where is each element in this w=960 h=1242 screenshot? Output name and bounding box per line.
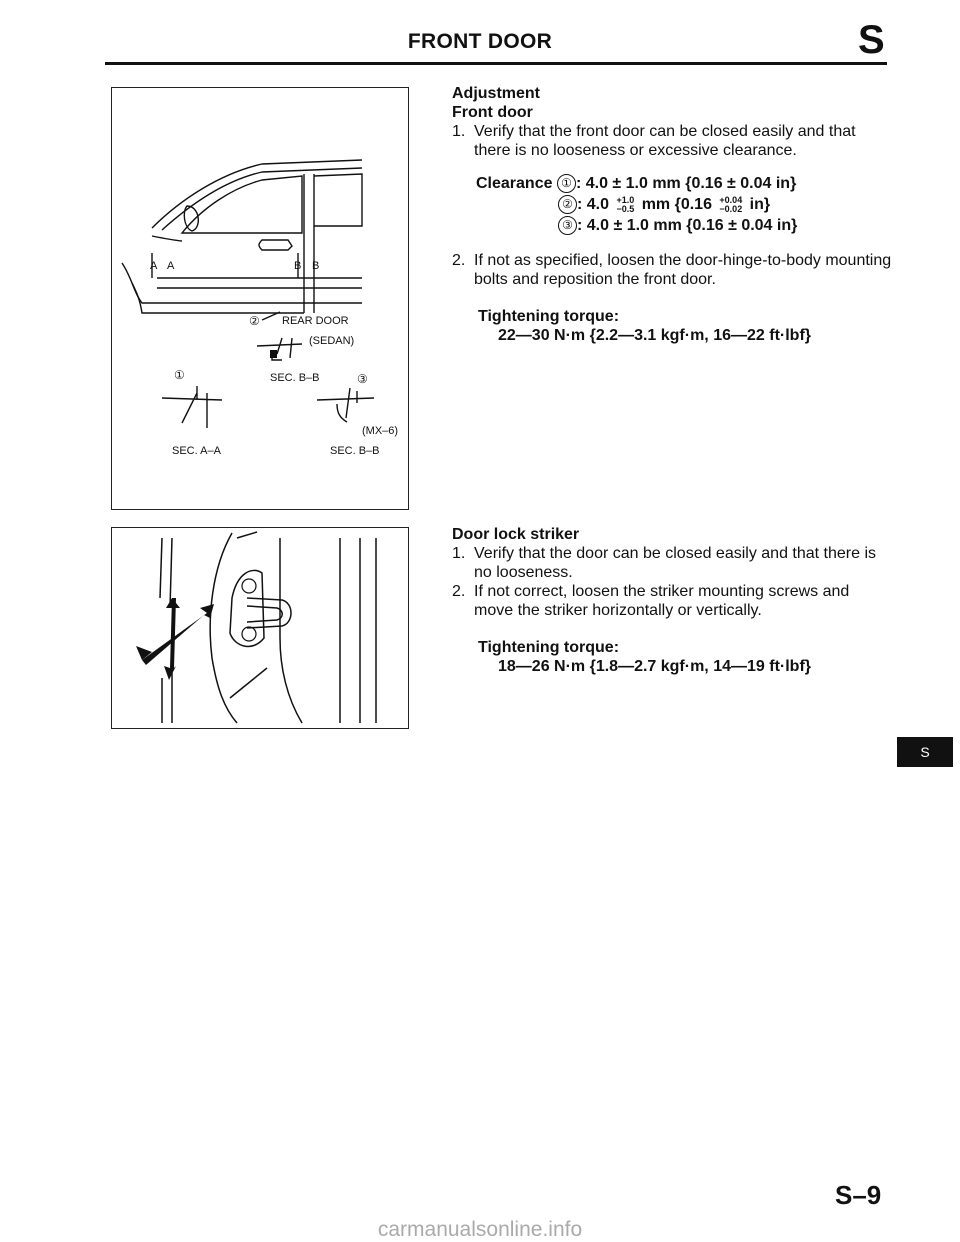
door-body xyxy=(152,236,182,241)
label-rear-door: REAR DOOR xyxy=(282,315,349,327)
striker-step-1 xyxy=(452,544,892,582)
tol-lower: −0.5 xyxy=(616,203,635,214)
tol-upper-in: +0.04 xyxy=(719,194,743,205)
section-letter: S xyxy=(858,18,885,62)
label-sec-bb-top: SEC. B–B xyxy=(270,372,320,384)
step-number: 2. xyxy=(452,252,466,269)
window-frame-rear xyxy=(314,174,362,226)
tol-upper: +1.0 xyxy=(616,194,635,205)
adjust-arrows-icon xyxy=(136,598,214,680)
label-a-right: A xyxy=(167,260,175,272)
door-edge-line-2 xyxy=(170,538,172,608)
page-title: FRONT DOOR xyxy=(407,30,553,53)
tol-lower-in: −0.02 xyxy=(719,203,743,214)
watermark: carmanualsonline.info xyxy=(377,1218,583,1241)
torque-label: Tightening torque: xyxy=(478,308,620,325)
top-tick xyxy=(237,532,257,538)
roof-line xyxy=(152,160,362,228)
clearance-value-1: : 4.0 ± 1.0 mm {0.16 ± 0.04 in} xyxy=(575,175,797,192)
sec-bb-sedan-shape xyxy=(257,338,302,360)
label-a-left: A xyxy=(150,260,158,272)
adjustment-torque xyxy=(452,307,892,345)
door-clearance-figure xyxy=(111,87,409,510)
striker-drawing xyxy=(112,528,408,728)
front-door-subheading: Front door xyxy=(452,104,533,121)
page-number: S–9 xyxy=(835,1180,882,1210)
clearance-tolerance-mm xyxy=(616,196,634,214)
striker-plate xyxy=(230,570,264,646)
clearance-row-2 xyxy=(476,194,797,215)
callout-1: ① xyxy=(174,368,185,382)
step-text: If not correct, loosen the striker mounting screws and move the striker horizontally or vertically. xyxy=(474,583,850,619)
striker-torque xyxy=(452,638,892,676)
clearance-row-1 xyxy=(476,173,797,194)
fender xyxy=(122,263,362,303)
adjustment-section xyxy=(452,84,892,160)
door-edge-line xyxy=(160,538,162,598)
step-text: If not as specified, loosen the door-hinge-to-body mounting bolts and reposition the front door. xyxy=(474,252,892,288)
label-sec-aa: SEC. A–A xyxy=(172,445,221,457)
callout-2: ② xyxy=(249,314,260,328)
clearance-value-2b: mm {0.16 xyxy=(641,196,712,213)
torque-value: 22—30 N·m {2.2—3.1 kgf·m, 16—22 ft·lbf} xyxy=(498,327,811,344)
body-curve-2 xyxy=(280,538,302,723)
label-sec-bb-bottom: SEC. B–B xyxy=(330,445,380,457)
leader-line xyxy=(230,668,267,698)
section-tab[interactable]: S xyxy=(897,737,953,767)
label-b-right: B xyxy=(312,260,320,272)
clearance-mark-3: ③ xyxy=(558,216,577,235)
striker-loop xyxy=(247,598,291,628)
hinge-block xyxy=(270,350,277,358)
window-frame xyxy=(182,176,302,233)
screw-lower-icon xyxy=(242,627,256,641)
adjustment-step-2-block xyxy=(452,251,892,345)
step-number: 1. xyxy=(452,123,466,140)
step-number: 1. xyxy=(452,545,466,562)
label-mx6: (MX–6) xyxy=(362,425,399,437)
header-rule xyxy=(105,62,887,65)
striker-figure xyxy=(111,527,409,729)
adjustment-heading: Adjustment xyxy=(452,85,540,102)
clearance-spec xyxy=(476,173,797,236)
callout-3: ③ xyxy=(357,372,368,386)
label-b-left: B xyxy=(294,260,302,272)
sec-aa-shape xyxy=(162,386,222,428)
striker-step-2 xyxy=(452,582,892,620)
sec-bb-mx6-shape xyxy=(317,388,374,422)
door-handle xyxy=(259,240,292,250)
roof-line-inner xyxy=(162,168,362,230)
clearance-label: Clearance xyxy=(476,175,553,192)
striker-loop-inner xyxy=(247,606,282,622)
step-number: 2. xyxy=(452,583,466,600)
clearance-row-3 xyxy=(476,215,797,236)
clearance-value-3: : 4.0 ± 1.0 mm {0.16 ± 0.04 in} xyxy=(577,217,798,234)
torque-value: 18—26 N·m {1.8—2.7 kgf·m, 14—19 ft·lbf} xyxy=(498,658,811,675)
clearance-mark-1: ① xyxy=(557,174,576,193)
striker-section xyxy=(452,525,892,676)
adjustment-step-1 xyxy=(452,122,892,160)
step-text: Verify that the front door can be closed easily and that there is no looseness or excessive clearance. xyxy=(474,123,856,159)
step-text: Verify that the door can be closed easily and that there is no looseness. xyxy=(474,545,877,581)
clearance-tolerance-in xyxy=(719,196,742,214)
striker-heading: Door lock striker xyxy=(452,526,580,543)
body-curve xyxy=(210,533,237,723)
label-sedan: (SEDAN) xyxy=(309,335,355,347)
clearance-value-2c: in} xyxy=(749,196,771,213)
clearance-value-2a: : 4.0 xyxy=(577,196,610,213)
torque-label: Tightening torque: xyxy=(478,639,620,656)
adjustment-step-2 xyxy=(452,251,892,289)
screw-upper-icon xyxy=(242,579,256,593)
clearance-mark-2: ② xyxy=(558,195,577,214)
